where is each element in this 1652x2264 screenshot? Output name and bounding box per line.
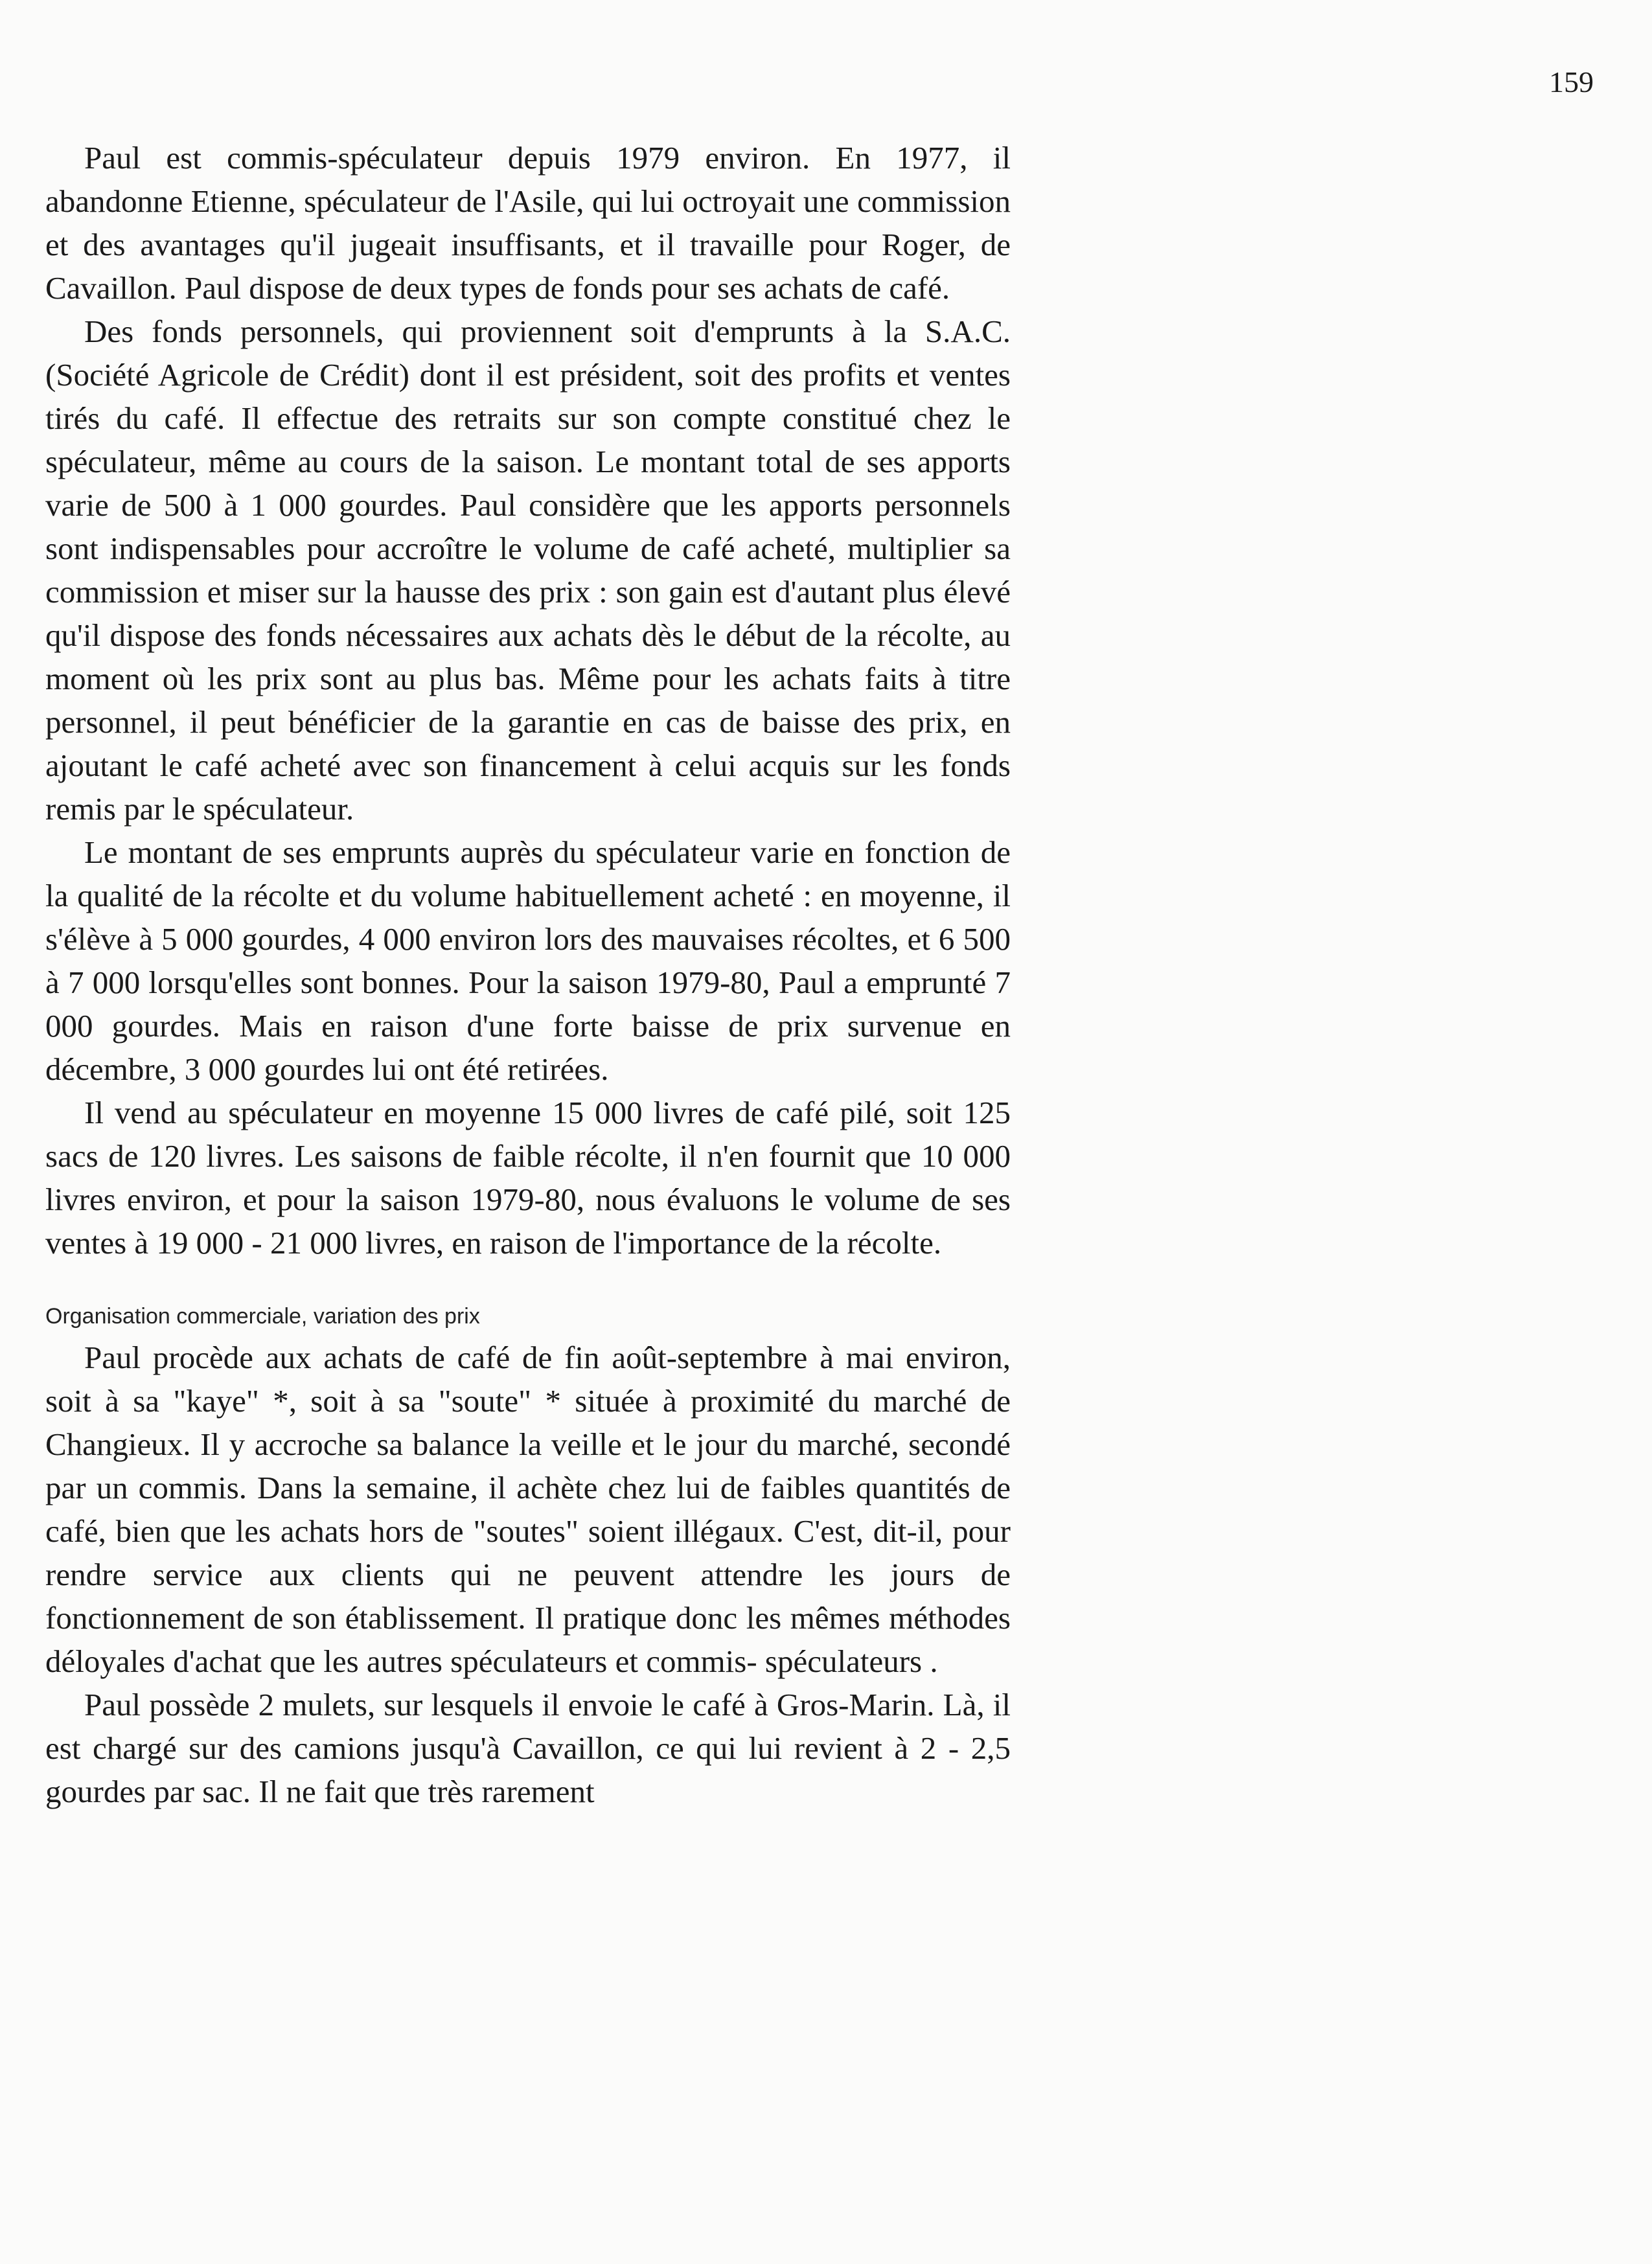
paragraph-3: Le montant de ses emprunts auprès du spéculateur varie en fonction de la qualité de la récolte et du volume habituellement acheté : en moyenne, il s'élève à 5 000 gourdes, 4 000 environ lors des mauvaises récoltes, et 6 500 à 7 000 lorsqu'elles sont bonnes. Pour la saison 1979-80, Paul a emprunté 7 000 gourdes. Mais en raison d'une forte baisse de prix survenue en décembre, 3 000 gourdes lui ont été retirées. [45,834,1011,1087]
paragraph-1: Paul est commis-spéculateur depuis 1979 environ. En 1977, il abandonne Etienne, spéculateur de l'Asile, qui lui octroyait une commission et des avantages qu'il jugeait insuffisants, et il travaille pour Roger, de Cavaillon. Paul dispose de deux types de fonds pour ses achats de café. [45,140,1011,306]
paragraph-2: Des fonds personnels, qui proviennent soit d'emprunts à la S.A.C. (Société Agricole de Crédit) dont il est président, soit des profits et ventes tirés du café. Il effectue des retraits sur son compte constitué chez le spéculateur, même au cours de la saison. Le montant total de ses apports varie de 500 à 1 000 gourdes. Paul considère que les apports personnels sont indispensables pour accroître le volume de café acheté, multiplier sa commission et miser sur la hausse des prix : son gain est d'autant plus élevé qu'il dispose des fonds nécessaires aux achats dès le début de la récolte, au moment où les prix sont au plus bas. Même pour les achats faits à titre personnel, il peut bénéficier de la garantie en cas de baisse des prix, en ajoutant le café acheté avec son financement à celui acquis sur les fonds remis par le spéculateur. [45,314,1011,827]
page-number: 159 [1549,65,1594,98]
paragraph-4: Il vend au spéculateur en moyenne 15 000 livres de café pilé, soit 125 sacs de 120 livres. Les saisons de faible récolte, il n'en fournit que 10 000 livres environ, et pour la saison 1979-80, nous évaluons le volume de ses ventes à 19 000 - 21 000 livres, en raison de l'importance de la récolte. [45,1095,1011,1261]
section-subheading: Organisation commerciale, variation des prix [45,1304,480,1329]
paragraph-5: Paul procède aux achats de café de fin août-septembre à mai environ, soit à sa "kaye" *, soit à sa "soute" * située à proximité du marché de Changieux. Il y accroche sa balance la veille et le jour du marché, secondé par un commis. Dans la semaine, il achète chez lui de faibles quantités de café, bien que les achats hors de "soutes" soient illégaux. C'est, dit-il, pour rendre service aux clients qui ne peuvent attendre les jours de fonctionnement de son établissement. Il pratique donc les mêmes méthodes déloyales d'achat que les autres spéculateurs et commis- spéculateurs . [45,1340,1011,1679]
body-text [45,136,1011,1813]
paragraph-6: Paul possède 2 mulets, sur lesquels il envoie le café à Gros-Marin. Là, il est chargé sur des camions jusqu'à Cavaillon, ce qui lui revient à 2 - 2,5 gourdes par sac. Il ne fait que très rarement [45,1687,1011,1809]
